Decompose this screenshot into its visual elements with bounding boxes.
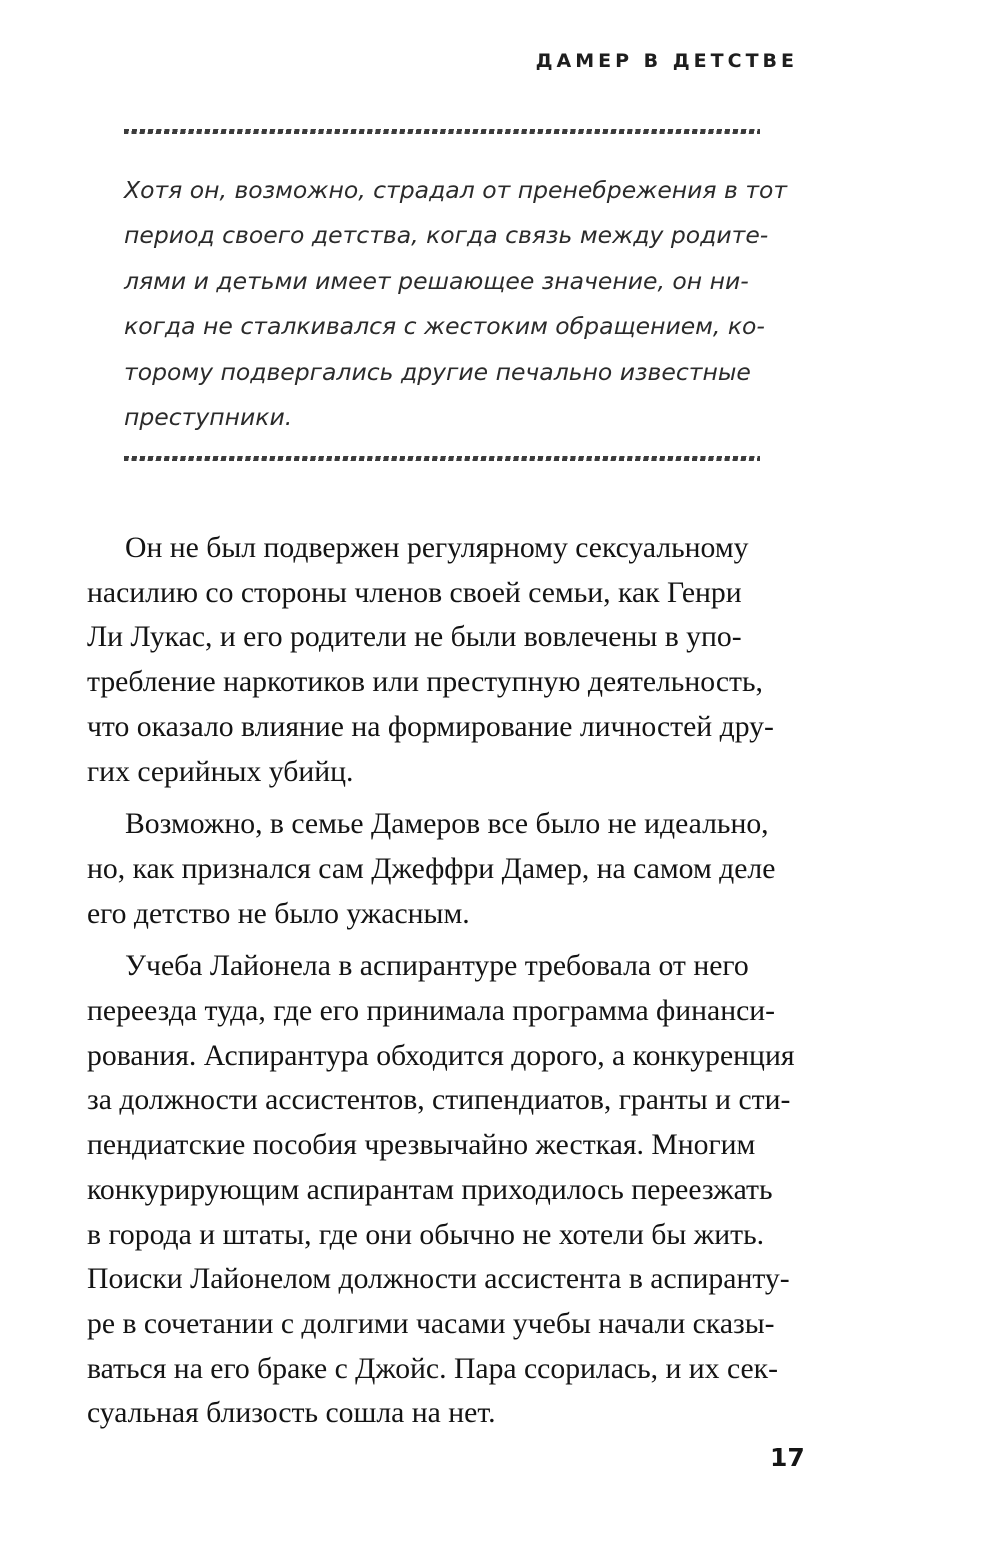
text-line: рования. Аспирантура обходится дорого, а конкуренция (87, 1039, 795, 1072)
pull-quote-line: лями и детьми имеет решающее значение, он ни- (124, 266, 749, 295)
text-line: его детство не было ужасным. (87, 897, 470, 930)
paragraph (87, 802, 805, 936)
pull-quote-line: Хотя он, возможно, страдал от пренебрежения в тот (124, 176, 788, 204)
text-line: Он не был подвержен регулярному сексуальному (125, 532, 749, 564)
body-text (87, 526, 805, 1436)
text-line: требление наркотиков или преступную деятельность, (87, 666, 763, 699)
text-line: в города и штаты, где они обычно не хотели бы жить. (87, 1218, 765, 1251)
pull-quote (124, 168, 788, 440)
text-line: суальная близость сошла на нет. (87, 1397, 496, 1430)
pull-quote-line: когда не сталкивался с жестоким обращением, ко- (124, 312, 765, 341)
text-line: пендиатские пособия чрезвычайно жесткая. Многим (87, 1129, 756, 1162)
page-number: 17 (770, 1443, 805, 1472)
pull-quote-line: период своего детства, когда связь между родите- (124, 221, 769, 250)
text-line: за должности ассистентов, стипендиатов, гранты и сти- (87, 1084, 791, 1117)
pull-quote-line: торому подвергались другие печально известные (124, 357, 751, 386)
text-line: насилию со стороны членов своей семьи, как Генри (87, 576, 742, 609)
text-line: гих серийных убийц. (87, 755, 354, 788)
text-line: конкурирующим аспирантам приходилось переезжать (87, 1173, 773, 1206)
text-line: но, как признался сам Джеффри Дамер, на самом деле (87, 852, 776, 885)
running-head: ДАМЕР В ДЕТСТВЕ (535, 50, 798, 72)
text-line: Поиски Лайонелом должности ассистента в аспиранту- (87, 1263, 790, 1296)
text-line: ре в сочетании с долгими часами учебы начали сказы- (87, 1307, 775, 1340)
text-line: Возможно, в семье Дамеров все было не идеально, (125, 808, 769, 841)
text-line: ваться на его браке с Джойс. Пара ссорилась, и их сек- (87, 1352, 778, 1385)
text-line: переезда туда, где его принимала программа финанси- (87, 995, 776, 1028)
pull-quote-top-rule (124, 129, 760, 134)
pull-quote-line: преступники. (124, 403, 293, 432)
paragraph-spacer (87, 936, 805, 944)
paragraph (87, 944, 805, 1436)
paragraph (87, 526, 805, 794)
paragraph-spacer (87, 794, 805, 802)
pull-quote-bottom-rule (124, 456, 760, 461)
text-line: Ли Лукас, и его родители не были вовлечены в упо- (87, 621, 742, 654)
text-line: что оказало влияние на формирование личностей дру- (87, 710, 774, 743)
text-line: Учеба Лайонела в аспирантуре требовала от него (125, 950, 749, 983)
